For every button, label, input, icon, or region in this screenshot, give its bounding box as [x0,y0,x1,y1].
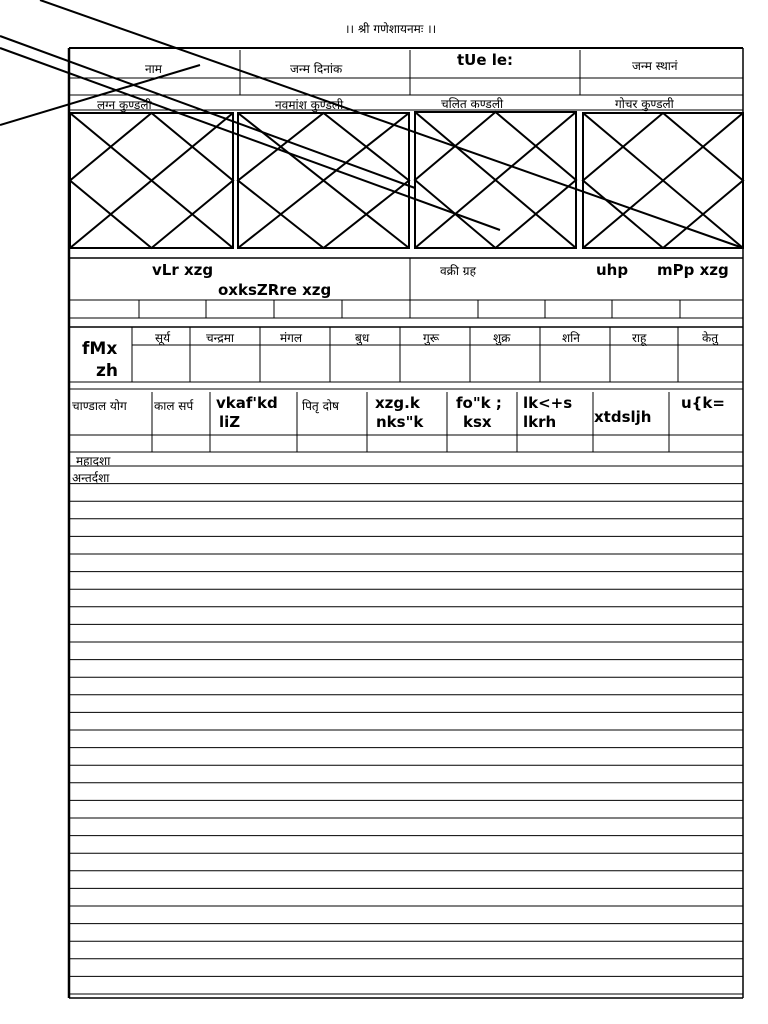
gochar-chart-label: गोचर कुण्डली [615,97,674,111]
chalit-chart-label: चलित कण्डली [441,97,504,111]
dasha-ruled-lines [69,466,743,994]
form-frame [69,48,743,998]
gandmool-label: xtdsljh [594,408,652,426]
planet-header-budh: बुध [355,331,370,345]
pitru-dosh-label: पितृ दोष [302,399,339,413]
navamsha-chart-label: नवमांश कुण्डली [275,98,344,112]
dob-label: जन्म दिनांक [290,62,343,76]
invocation-title: ।। श्री गणेशायनमः ।। [345,22,437,36]
planet-header-chandra: चन्द्रमा [206,331,234,345]
grahan-label-line2: nks"k [376,413,424,431]
planet-header-shani: शनि [562,331,580,345]
kundali-chart-lagna [70,113,233,248]
vish-yoga-label-line1: fo"k ; [456,394,502,412]
ankush-label-line2: liZ [219,413,241,431]
ankush-label-line1: vkaf'kd [216,394,278,412]
kundali-chart-gochar [583,113,743,248]
degree-label-line2: zh [96,361,118,381]
vakri-graha-label: वक्री ग्रह [440,264,476,278]
degree-label-line1: fMx [82,339,118,359]
uccha-alt-label: oxksZRre xzg [218,281,332,299]
planet-header-guru: गुरू [423,331,440,345]
kaalsarp-label: काल सर्प [154,399,194,413]
planet-header-shukra: शुक्र [493,331,511,345]
chandal-yoga-label: चाण्डाल योग [72,399,127,413]
planet-header-rahu: राहू [632,331,647,345]
planet-header-ketu: केतु [702,331,719,345]
time-label: tUe le: [453,51,517,69]
planet-header-surya: सूर्य [155,331,171,345]
grahan-label-line1: xzg.k [375,394,420,412]
sadesati-label-line2: lkrh [523,413,557,431]
planet-header-mangal: मंगल [280,331,303,345]
mahadasha-label: महादशा [76,454,111,468]
lagna-chart-label: लग्न कुण्डली [97,98,152,112]
ucch-graha-label: mPp xzg [657,261,729,279]
neech-graha-label: uhp [596,261,629,279]
name-label: नाम [145,62,162,76]
vish-yoga-label-line2: ksx [463,413,492,431]
asta-graha-label: vLr xzg [152,261,214,279]
rin-label: u{k= [681,394,725,412]
sadesati-label-line1: lk<+s [523,394,573,412]
antardasha-label: अन्तर्दशा [72,471,110,485]
place-label: जन्म स्थानं [632,59,678,73]
